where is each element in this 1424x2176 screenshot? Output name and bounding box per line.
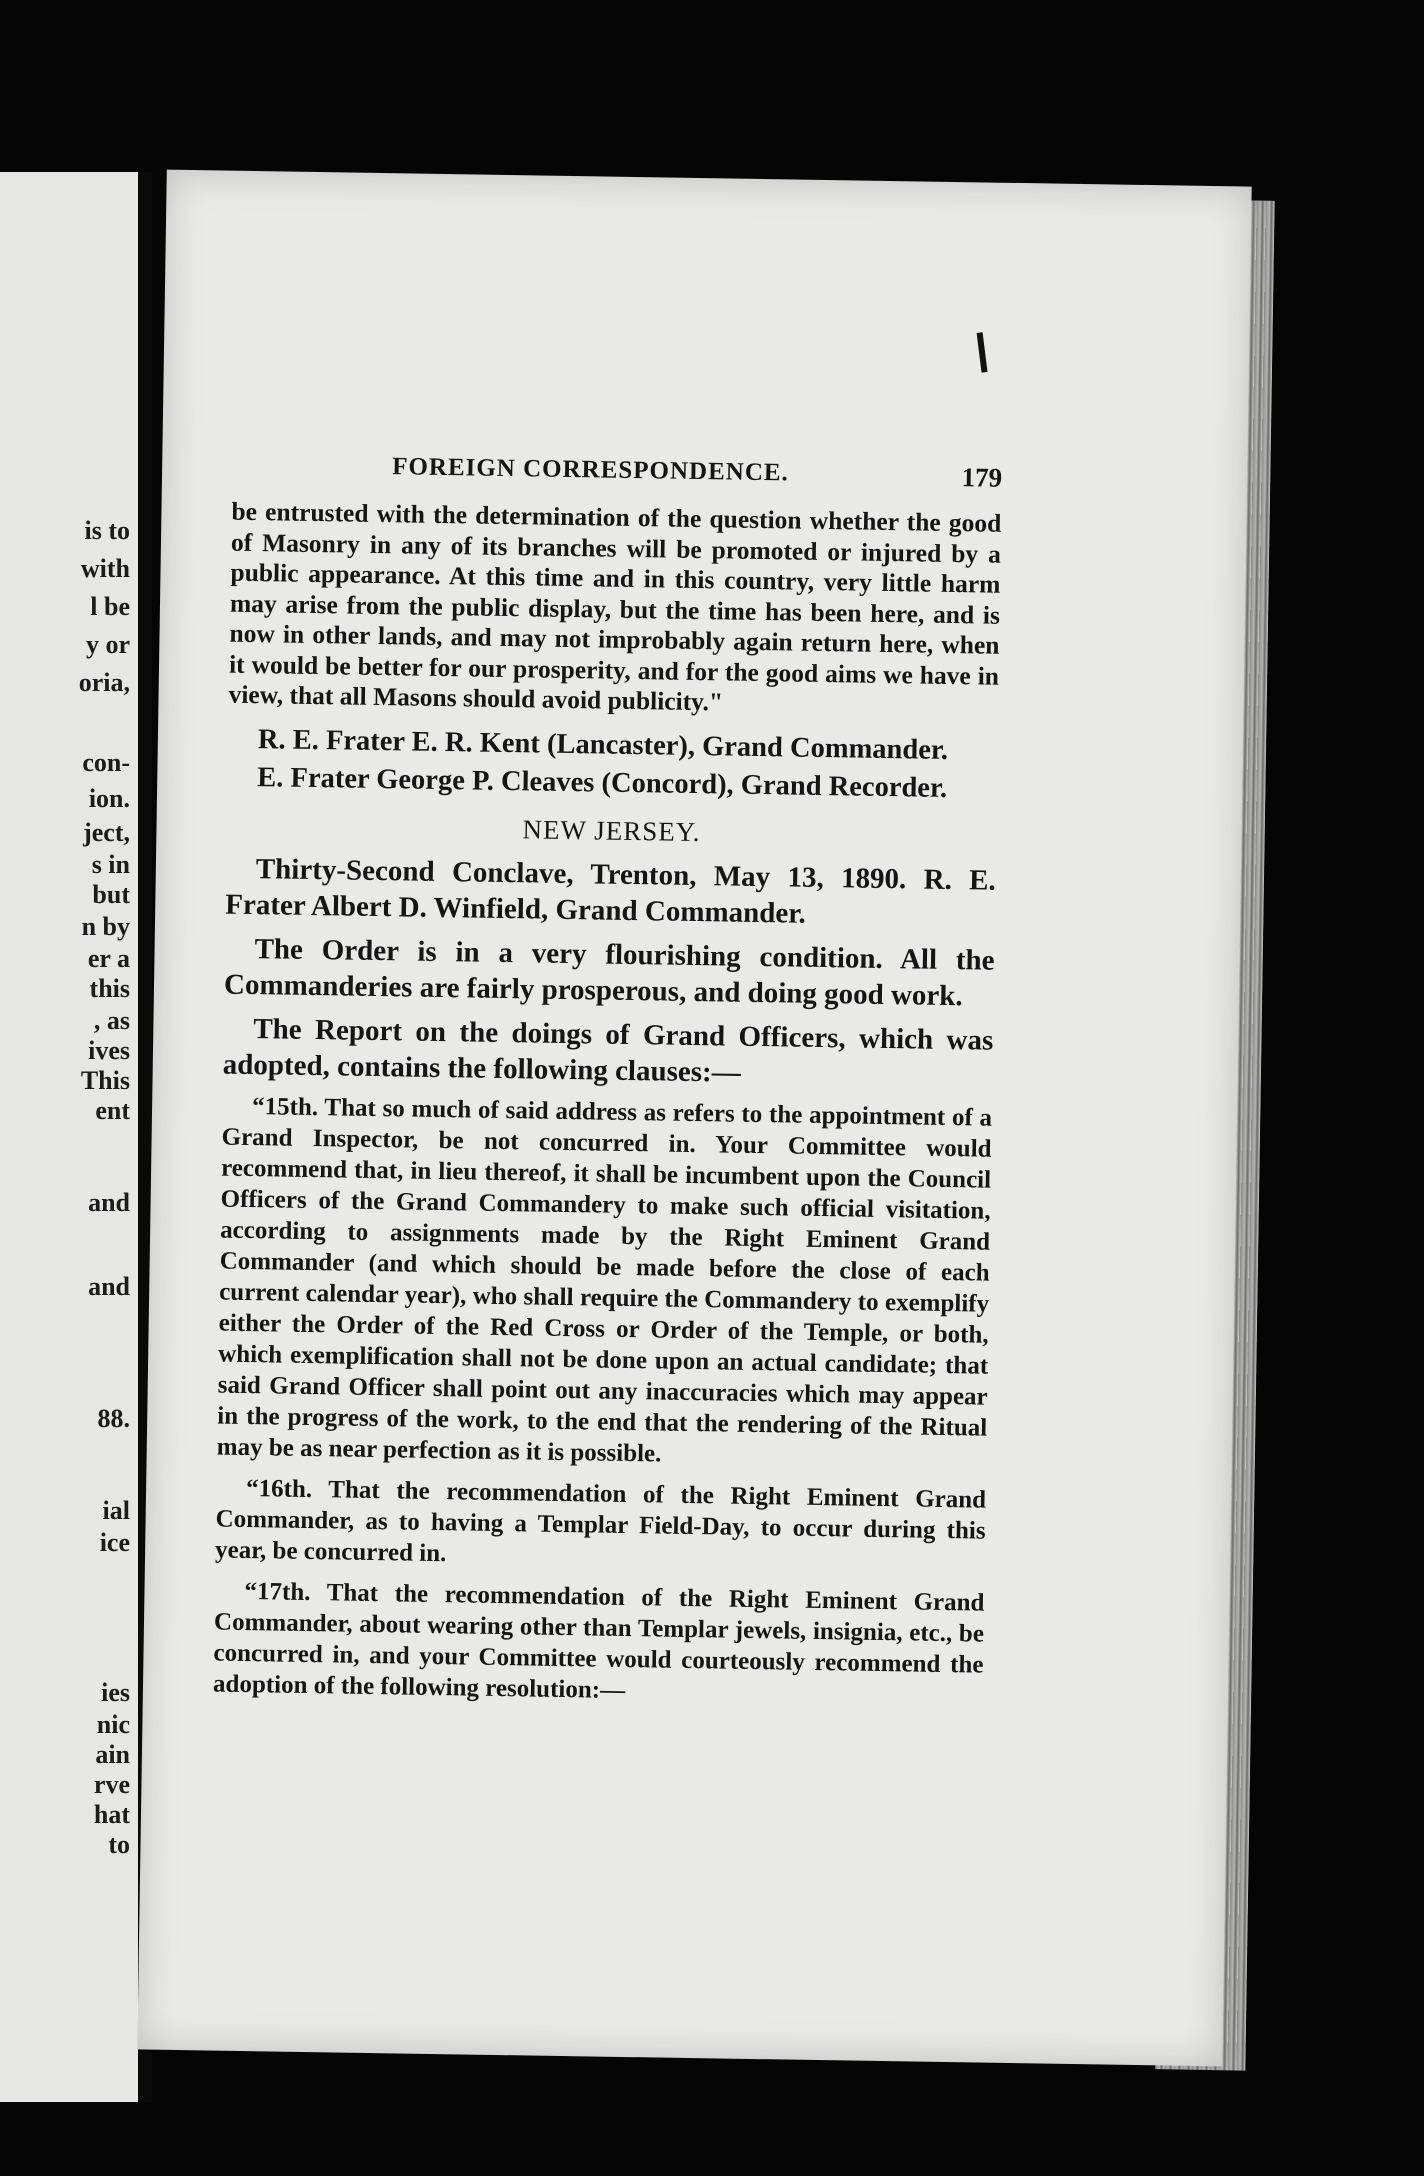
clause-16th: “16th. That the recommendation of the Right Eminent Grand Commander, as to having a Templar Field-Day, to occur during this year, be concurred in. bbox=[214, 1474, 987, 1567]
left-line: n by bbox=[81, 912, 130, 941]
page-number: 179 bbox=[961, 462, 1003, 493]
left-line: ial bbox=[102, 1496, 130, 1525]
left-line: ject, bbox=[83, 818, 130, 847]
left-facing-page bbox=[0, 172, 142, 2102]
left-line: ies bbox=[101, 1678, 130, 1707]
section-heading: NEW JERSEY. bbox=[522, 813, 701, 847]
left-line: and bbox=[88, 1188, 130, 1217]
left-line: rve bbox=[93, 1770, 130, 1799]
left-line: and bbox=[88, 1272, 130, 1301]
left-line: ives bbox=[88, 1036, 130, 1065]
paragraph-order: The Order is in a very flourishing condition. All the Commanderies are fairly prosperous, and doing good work. bbox=[223, 932, 995, 1012]
clause-15th: “15th. That so much of said address as refers to the appointment of a Grand Inspector, be not concurred in. Your Committee would recommend that, in lieu thereof, it shall be incumbent upon the Council Officers of the Grand Commandery to make such official visitation, according to assignments made by the Right Eminent Grand Commander (and which should be made before the close of each current calendar year), who shall require the Commandery to exemplify either the Order of the Red Cross or Order of the Temple, or both, which exemplification shall not be done upon an actual candidate; that said Grand Officer shall point out any inaccuracies which may appear in the progress of the work, to the end that the rendering of the Ritual may be as near perfection as it is possible. bbox=[216, 1092, 993, 1468]
left-line: oria, bbox=[78, 668, 130, 697]
left-line: nic bbox=[96, 1710, 130, 1739]
book-page bbox=[137, 170, 1251, 2067]
paragraph-report: The Report on the doings of Grand Officers, which was adopted, contains the following clauses:— bbox=[222, 1012, 994, 1089]
left-line: ain bbox=[95, 1740, 130, 1769]
left-line: y or bbox=[85, 630, 130, 659]
left-line: 88. bbox=[97, 1404, 130, 1433]
grand-commander-line: R. E. Frater E. R. Kent (Lancaster), Grand Commander. bbox=[257, 723, 949, 766]
left-line: con- bbox=[82, 748, 130, 777]
running-head-title: FOREIGN CORRESPONDENCE. bbox=[391, 453, 790, 487]
left-line: l be bbox=[90, 592, 130, 621]
left-line: ent bbox=[95, 1096, 130, 1125]
left-line: with bbox=[80, 554, 130, 583]
left-line: er a bbox=[87, 944, 130, 973]
running-head bbox=[232, 451, 1003, 503]
left-line: ion. bbox=[88, 784, 130, 813]
left-line: ice bbox=[99, 1528, 130, 1557]
left-line: s in bbox=[91, 850, 130, 879]
left-line: is to bbox=[84, 516, 130, 545]
paragraph-publicity: be entrusted with the determination of the question whether the good of Masonry in any of its branches will be promoted or injured by a public appearance. At this time and in this country, very little harm may arise from the public display, but the time has been here, and is now in other lands, and may not improbably again return here, when it would be better for our prosperity, and for the good aims we have in view, that all Masons should avoid publicity." bbox=[228, 496, 1002, 717]
left-line: , as bbox=[93, 1006, 130, 1035]
page-content bbox=[213, 451, 1003, 1721]
left-line: hat bbox=[93, 1800, 130, 1829]
left-line: this bbox=[89, 974, 130, 1003]
grand-recorder-line: E. Frater George P. Cleaves (Concord), Grand Recorder. bbox=[257, 761, 948, 804]
left-line: but bbox=[92, 880, 130, 909]
left-line: This bbox=[80, 1066, 130, 1095]
paragraph-conclave: Thirty-Second Conclave, Trenton, May 13, 1890. R. E. Frater Albert D. Winfield, Grand Commander. bbox=[225, 852, 997, 930]
left-line: to bbox=[108, 1830, 130, 1859]
clause-17th: “17th. That the recommendation of the Right Eminent Grand Commander, about wearing other than Templar jewels, insignia, etc., be concurred in, and your Committee would courteously recommend the adoption of the following resolution:— bbox=[212, 1577, 985, 1704]
ink-mark bbox=[977, 332, 988, 372]
